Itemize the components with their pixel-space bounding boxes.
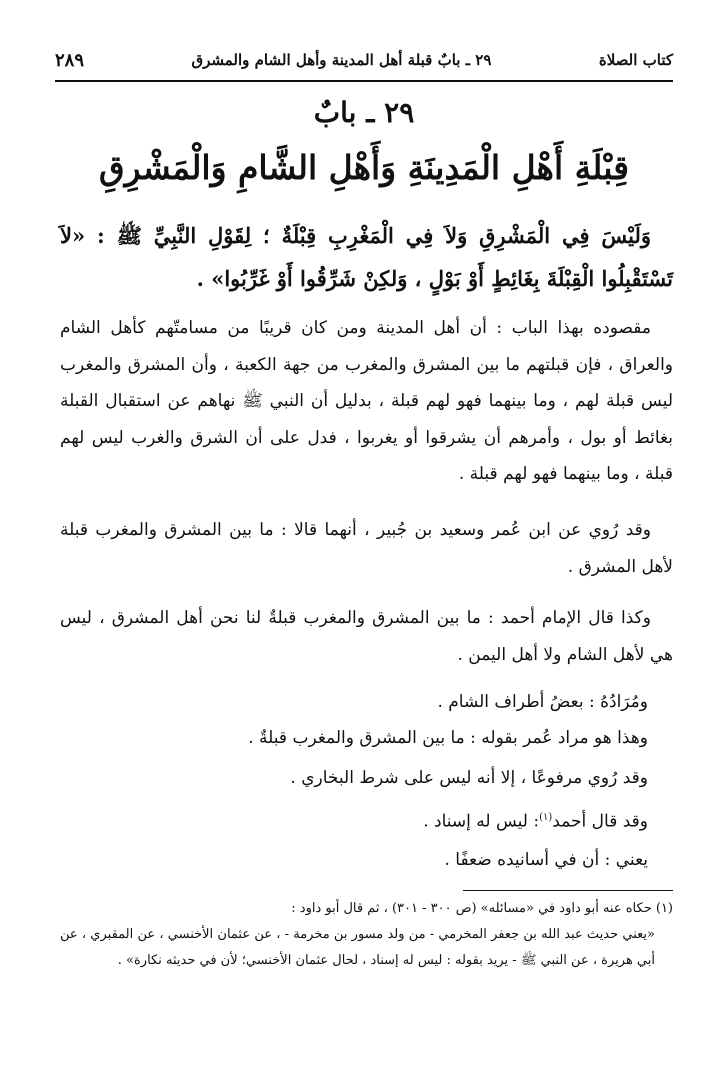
footnote-quote: «يعني حديث عبد الله بن جعفر المخرمي - من ولد مسور بن مخرمة - ، عن عثمان الأخنسي ، عن المقبري ، عن أبي هريرة ، عن النبي ﷺ - يريد بقوله : ليس له إسناد ، لحال عثمان الأخنسي؛ لأن في حديثه نكارة» . [60,927,655,968]
paragraph-ahmad-isnad [60,800,648,840]
footnote-divider [463,890,673,891]
footnote [60,896,673,974]
paragraph-yani: يعني : أن في أسانيده ضعفًا . [444,850,648,870]
paragraph-text: وقد قال أحمد [552,811,648,832]
header-divider [55,80,673,82]
paragraph-umar: وهذا هو مراد عُمر بقوله : ما بين المشرق والمغرب قبلةٌ . [248,728,648,748]
paragraph-ibn-umar: وقد رُوي عن ابن عُمر وسعيد بن جُبير ، أنهما قالا : ما بين المشرق والمغرب قبلة لأهل المشرق . [60,520,673,577]
chapter-lead-text: وَلَيْسَ فِي الْمَشْرِقِ وَلاَ فِي الْمَغْرِبِ قِبْلَةٌ ؛ لِقَوْلِ النَّبِيِّ ﷺ : «لاَ تَسْتَقْبِلُوا الْقِبْلَةَ بِغَائِطٍ أَوْ بَوْلٍ ، وَلكِنْ شَرِّقُوا أَوْ غَرِّبُوا» . [60,223,673,291]
paragraph-marfu: وقد رُوي مرفوعًا ، إلا أنه ليس على شرط البخاري . [290,768,648,788]
paragraph-text: : ليس له إسناد . [423,811,540,832]
book-title: كتاب الصلاة [598,51,673,69]
chapter-number: ٢٩ ـ بابٌ [313,96,415,129]
page-header [55,42,673,78]
paragraph-ahmad: وكذا قال الإمام أحمد : ما بين المشرق والمغرب قبلةٌ لنا نحن أهل المشرق ، ليس هي لأهل الشام ولا أهل اليمن . [60,608,673,665]
paragraph-intro: مقصوده بهذا الباب : أن أهل المدينة ومن كان قريبًا من مسامتّهم كأهل الشام والعراق ، فإن قبلتهم ما بين المشرق والمغرب من جهة الكعبة ، وأن المشرق والمغرب ليس قبلة لهم ، وما بينهما فهو لهم قبلة ، بدليل أن النبي ﷺ نهاهم عن استقبال القبلة بغائط أو بول ، وأمرهم أن يشرقوا أو يغربوا ، فدل على أن الشرق والغرب ليس لهم قبلة ، وما بينهما فهو لهم قبلة . [60,318,673,484]
chapter-title: قِبْلَةِ أَهْلِ الْمَدِينَةِ وَأَهْلِ الشَّامِ وَالْمَشْرِقِ [99,148,629,187]
page-number: ٢٨٩ [55,49,85,71]
footnote-line: (١) حكاه عنه أبو داود في «مسائله» (ص ٣٠٠ - ٣٠١) ، ثم قال أبو داود : [291,901,673,916]
paragraph-muraduhu: ومُرَادُهُ : بعضُ أطراف الشام . [437,692,648,712]
footnote-ref[interactable]: (١) [539,812,553,823]
running-title: ٢٩ ـ بابٌ قبلة أهل المدينة وأهل الشام والمشرق [191,51,492,69]
